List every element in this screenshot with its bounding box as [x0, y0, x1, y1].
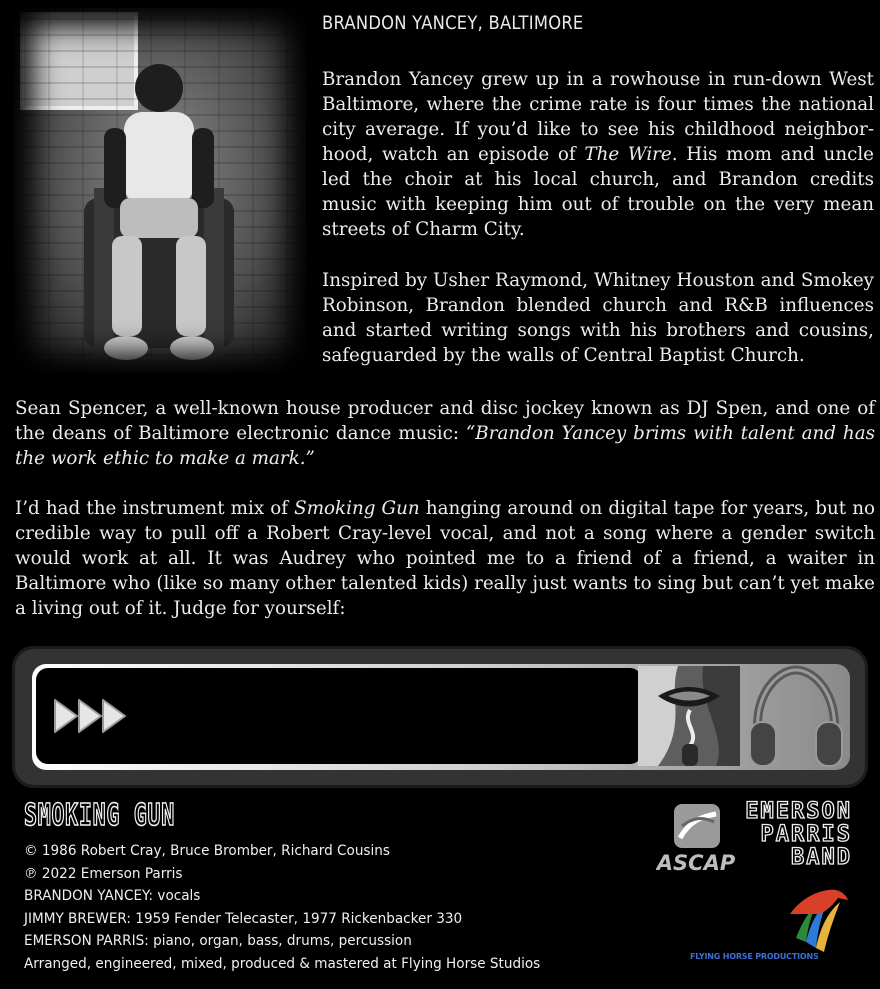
- credit-production: Arranged, engineered, mixed, produced & mastered at Flying Horse Studios: [24, 955, 541, 972]
- show-title: The Wire: [584, 144, 672, 165]
- svg-text:ASCAP: ASCAP: [656, 851, 736, 875]
- bio-paragraph-1: Brandon Yancey grew up in a rowhouse in run-down West Baltimore, where the crime rate is four times the national city average. If you’d like to see his childhood neighborhood, watch an episode of The Wire. His mom and uncle led the choir at his local church, and Brandon credits music with keeping him out of trouble on the very mean streets of Charm City.: [322, 69, 874, 240]
- fast-forward-icon[interactable]: [52, 696, 136, 736]
- bio-paragraph-2: Inspired by Usher Raymond, Whitney Houston and Smokey Robinson, Brandon blended church and R&B influences and started writing songs with his brothers and cousins, safeguarded by the walls of Central Baptist Church.: [322, 270, 874, 366]
- ascap-logo: [656, 800, 736, 876]
- dj-quote: “Brandon Yancey brims with talent and has the work ethic to make a mark.”: [15, 423, 875, 469]
- credit-guitar: JIMMY BREWER: 1959 Fender Telecaster, 1977 Rickenbacker 330: [24, 910, 463, 927]
- flying-horse-productions-label: FLYING HORSE PRODUCTIONS: [690, 952, 819, 961]
- headphones-art: [748, 664, 844, 768]
- phonogram-line: ℗ 2022 Emerson Parris: [24, 865, 183, 882]
- song-title: SMOKING GUN: [24, 798, 175, 833]
- song-name: Smoking Gun: [294, 498, 420, 519]
- song-credits: [24, 840, 664, 975]
- bio-paragraph-3: Sean Spencer, a well-known house producer and disc jockey known as DJ Spen, and one of the deans of Baltimore electronic dance music: “Brandon Yancey brims with talent and has the work ethic to make a mark.”: [15, 398, 875, 469]
- smoke-microphone-art: [638, 666, 740, 766]
- credit-instruments: EMERSON PARRIS: piano, organ, bass, drums, percussion: [24, 933, 412, 949]
- bio-paragraph-4: I’d had the instrument mix of Smoking Gun hanging around on digital tape for years, but no credible way to pull off a Robert Cray-level vocal, and not a song where a gender switch would work at all. It was Audrey who pointed me to a friend of a friend, a waiter in Baltimore who (like so many other talented kids) really just wants to sing but can’t yet make a living out of it. Judge for yourself:: [15, 498, 875, 619]
- credit-vocals: BRANDON YANCEY: vocals: [24, 888, 201, 904]
- copyright-line: © 1986 Robert Cray, Bruce Bromber, Richard Cousins: [24, 843, 390, 859]
- artist-name-heading: BRANDON YANCEY, BALTIMORE: [322, 12, 584, 34]
- flying-horse-logo: [788, 882, 852, 954]
- artist-photo: [14, 8, 306, 372]
- band-logo: EMERSON PARRIS BAND: [745, 799, 852, 870]
